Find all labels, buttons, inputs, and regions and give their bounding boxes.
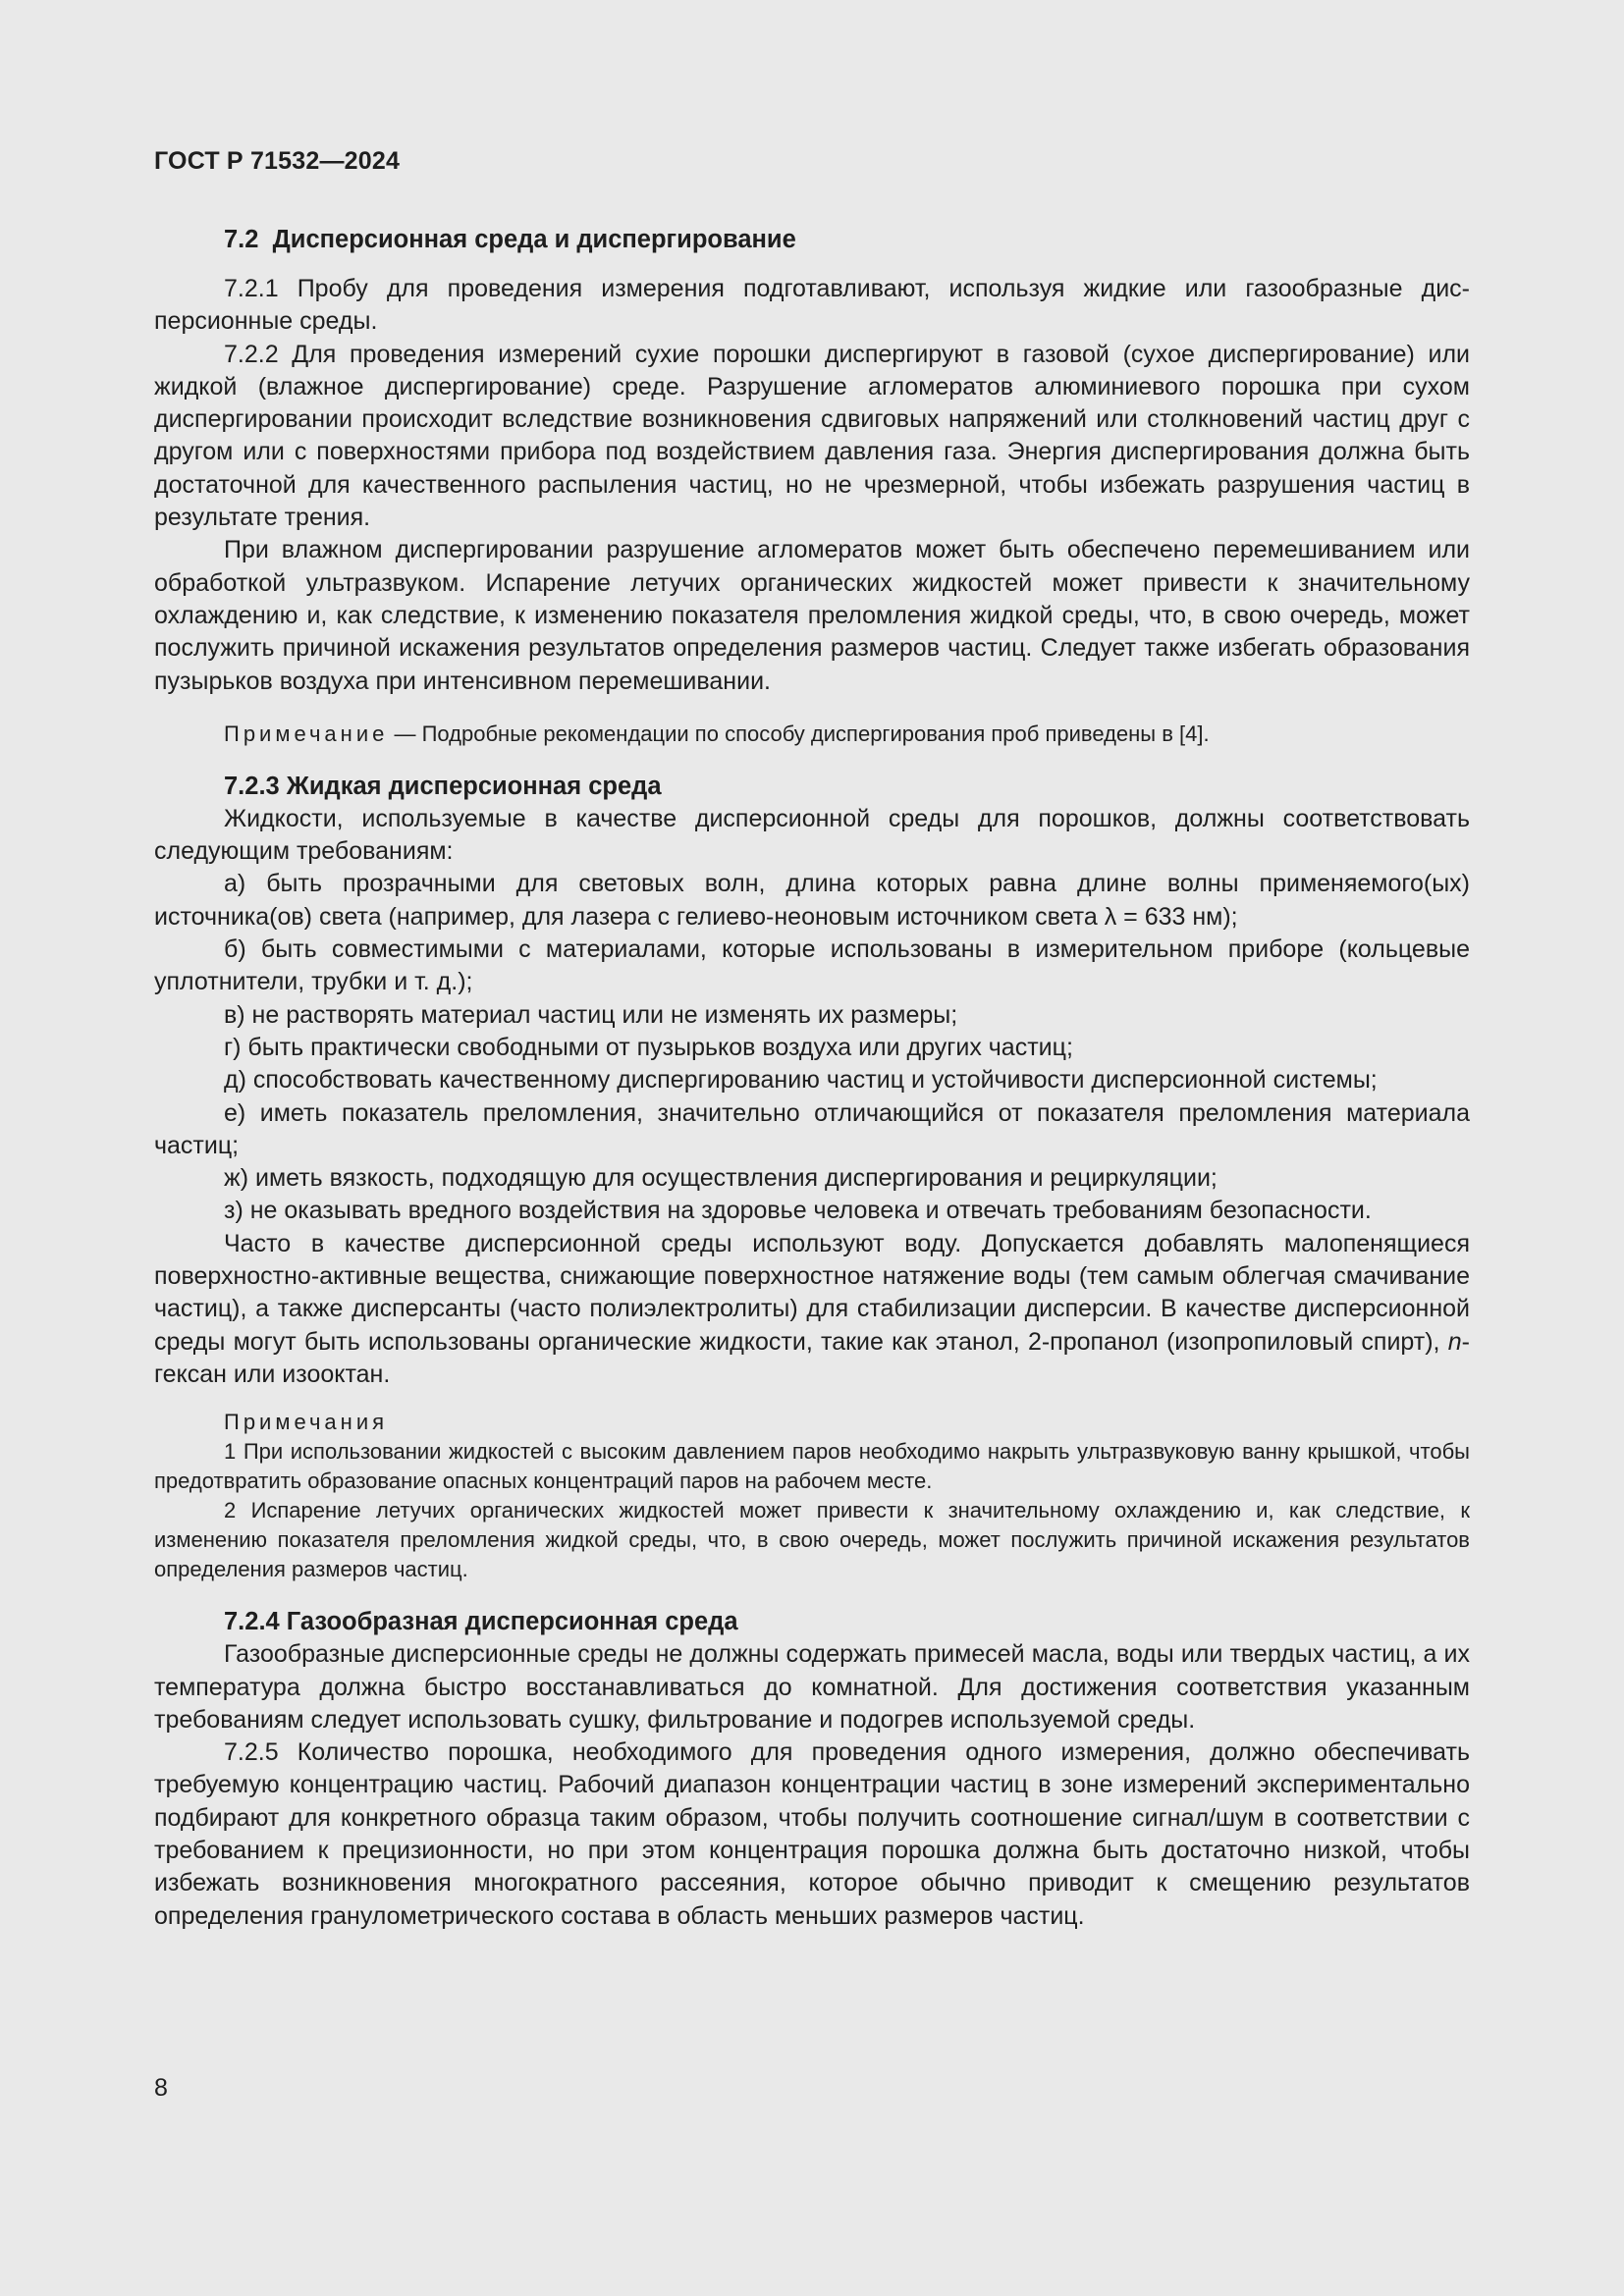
page-number: 8 bbox=[154, 2074, 168, 2102]
document-code: ГОСТ Р 71532—2024 bbox=[154, 147, 401, 175]
list-item: а) быть прозрачными для световых волн, длина которых равна длине волны применяемого(ых) источника(ов) света (например, для лазера с гелиево-неоновым источником света λ = 633 нм); bbox=[154, 870, 1470, 931]
water-text-end: -гексан или изооктан. bbox=[154, 1327, 1470, 1388]
list-item: б) быть совместимыми с материалами, которые использованы в измерительном приборе (кольцевые уплотнители, трубки и т. д.); bbox=[154, 935, 1470, 996]
section-number: 7.2 bbox=[224, 226, 259, 253]
note-dispersion bbox=[154, 720, 1470, 749]
subsection-heading-7-2-4: 7.2.4 Газообразная дисперсионная среда bbox=[224, 1608, 738, 1636]
paragraph-wet-dispersion: При влажном диспергировании разрушение агломератов может быть обеспечено перемешиванием или обработкой ультразвуком. Испарение летучих органических жидкостей может привести к значительному охлаждению и, как следствие, к изменению показателя преломления жидкой среды, что, в свою очередь, может послужить причиной искажения результатов определения размеров частиц. Следует также избегать образования пузырьков воздуха при интенсивном перемешивании. bbox=[154, 536, 1470, 695]
subsection-heading-7-2-3: 7.2.3 Жидкая дисперсионная среда bbox=[224, 772, 662, 800]
page-content bbox=[154, 224, 1470, 1933]
list-item: ж) иметь вязкость, подходящую для осуществления диспергирования и рециркуляции; bbox=[224, 1164, 1218, 1193]
section-title: Дисперсионная среда и диспергирование bbox=[272, 226, 796, 253]
paragraph-gas-medium: Газообразные дисперсионные среды не должны содержать примесей масла, воды или твердых частиц, а их температура должна быстро восстанавливаться до комнатной. Для достижения соответствия указанным требованиям следует использовать сушку, фильтрование и подогрев используемой среды. bbox=[154, 1640, 1470, 1734]
note-text: — Подробные рекомендации по способу диспергирования проб приведены в [4]. bbox=[388, 721, 1210, 746]
italic-n: n bbox=[1447, 1327, 1462, 1356]
list-item: д) способствовать качественному диспергированию частиц и устойчивости дисперсионной системы; bbox=[224, 1066, 1378, 1095]
paragraph-7-2-2: 7.2.2 Для проведения измерений сухие порошки диспергируют в газовой (сухое диспергирование) или жидкой (влажное диспергирование) среде. Разрушение агломератов алюминиевого порошка при сухом диспергировании происходит вследствие возникновения сдвиговых напряжений или столкновений частиц друг с другом или с поверхностями прибора под воздействием давления газа. Энергия диспергирования должна быть достаточной для качественного распыления частиц, но не чрезмерной, чтобы избежать разрушения частиц в результате трения. bbox=[154, 340, 1470, 532]
list-item: е) иметь показатель преломления, значительно отличающийся от показателя преломления материала частиц; bbox=[154, 1098, 1470, 1159]
paragraph-liquid-intro: Жидкости, используемые в качестве дисперсионной среды для порошков, должны соответствовать следующим требованиям: bbox=[154, 804, 1470, 866]
paragraph-7-2-1: 7.2.1 Пробу для проведения измерения подготавливают, используя жидкие или газообразные дисперсионные среды. bbox=[154, 275, 1470, 336]
water-text: Часто в качестве дисперсионной среды используют воду. Допускается добавлять малопенящиеся поверхностно-активные вещества, снижающие поверхностное натяжение воды (тем самым облегчая смачивание частиц), а также дисперсанты (часто полиэлектролиты) для стабилизации дисперсии. В качестве дисперсионной среды могут быть использованы органические жидкости, такие как этанол, 2-пропанол (изопропиловый спирт), bbox=[154, 1229, 1470, 1356]
note-item: 1 При использовании жидкостей с высоким давлением паров необходимо накрыть ультразвуковую ванну крышкой, чтобы предотвратить образование опасных концентраций паров на рабочем месте. bbox=[154, 1439, 1470, 1494]
list-item: з) не оказывать вредного воздействия на здоровье человека и отвечать требованиям безопасности. bbox=[224, 1197, 1372, 1225]
note-label: Примечание bbox=[224, 721, 389, 746]
paragraph-7-2-5: 7.2.5 Количество порошка, необходимого для проведения одного измерения, должно обеспечивать требуемую концентрацию частиц. Рабочий диапазон концентрации частиц в зоне измерений экспериментально подбирают для конкретного образца таким образом, чтобы получить соотношение сигнал/шум в соответствии с требованием к прецизионности, но при этом концентрация порошка должна быть достаточно низкой, чтобы избежать возникновения многократного рассеяния, которое обычно приводит к смещению результатов определения гранулометрического состава в область меньших размеров частиц. bbox=[154, 1738, 1470, 1930]
section-heading bbox=[154, 224, 1470, 256]
note-item: 2 Испарение летучих органических жидкостей может привести к значительному охлаждению и, как следствие, к изменению показателя преломления жидкой среды, что, в свою очередь, может послужить причиной искажения результатов определения размеров частиц. bbox=[154, 1498, 1470, 1582]
notes-label: Примечания bbox=[224, 1410, 389, 1435]
paragraph-water bbox=[154, 1228, 1470, 1391]
list-item: г) быть практически свободными от пузырьков воздуха или других частиц; bbox=[224, 1033, 1073, 1061]
list-item: в) не растворять материал частиц или не изменять их размеры; bbox=[224, 1000, 958, 1029]
